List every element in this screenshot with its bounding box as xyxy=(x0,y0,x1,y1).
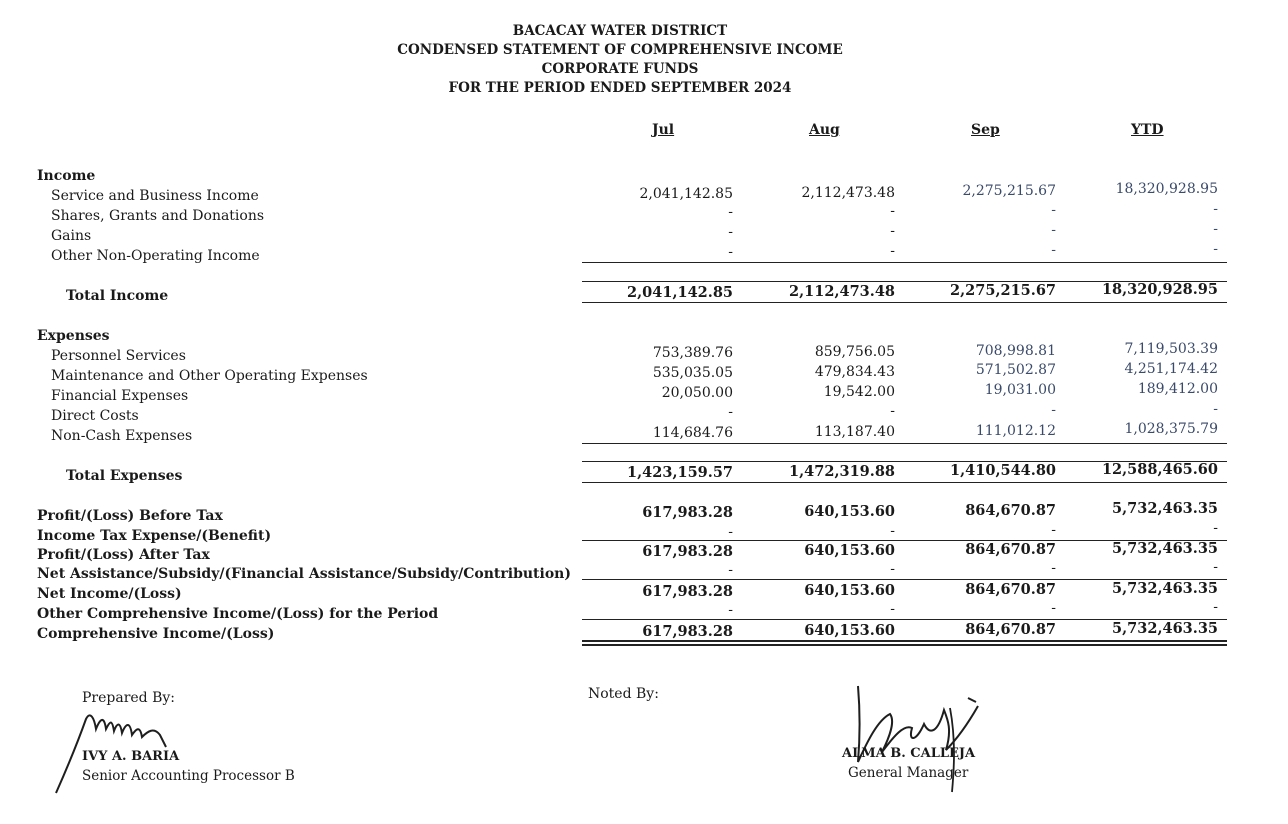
cell-ytd: 1,028,375.79 xyxy=(1124,421,1218,437)
cell-jul: 617,983.28 xyxy=(642,504,733,521)
subtotal-rule xyxy=(582,443,1227,444)
total-income-label: Total Income xyxy=(66,288,169,304)
cell-jul: 617,983.28 xyxy=(642,543,733,560)
row-label: Comprehensive Income/(Loss) xyxy=(37,626,275,642)
row-label: Net Income/(Loss) xyxy=(37,586,182,602)
cell-sep: - xyxy=(1051,600,1056,616)
cell-jul: 617,983.28 xyxy=(642,583,733,600)
cell-aug: 859,756.05 xyxy=(814,344,895,360)
cell-jul: - xyxy=(728,244,733,260)
cell-aug: 640,153.60 xyxy=(804,582,895,599)
cell-jul: - xyxy=(728,602,733,618)
col-header-sep: Sep xyxy=(971,122,1000,138)
period-line: FOR THE PERIOD ENDED SEPTEMBER 2024 xyxy=(448,80,792,96)
cell-jul: - xyxy=(728,404,733,420)
cell-ytd: - xyxy=(1213,241,1218,257)
cell-aug: - xyxy=(890,561,895,577)
row-label: Maintenance and Other Operating Expenses xyxy=(51,368,368,384)
cell-aug: 2,112,473.48 xyxy=(801,185,895,201)
cell-ytd: - xyxy=(1213,520,1218,536)
cell-aug: - xyxy=(890,203,895,219)
cell-ytd: - xyxy=(1213,559,1218,575)
cell-aug: - xyxy=(890,223,895,239)
cell-ytd: 18,320,928.95 xyxy=(1115,181,1218,197)
cell-jul: - xyxy=(728,204,733,220)
total-expenses-label: Total Expenses xyxy=(66,468,183,484)
manager-signature xyxy=(838,680,998,800)
prepared-by-label: Prepared By: xyxy=(82,690,176,706)
cell-sep: 864,670.87 xyxy=(965,541,1056,558)
cell-jul: 617,983.28 xyxy=(642,623,733,640)
cell-jul: 20,050.00 xyxy=(661,385,733,401)
row-label: Profit/(Loss) Before Tax xyxy=(37,508,223,524)
cell-sep: - xyxy=(1051,242,1056,258)
cell-aug: 640,153.60 xyxy=(804,622,895,639)
total-income-ytd: 18,320,928.95 xyxy=(1101,281,1218,298)
cell-sep: - xyxy=(1051,222,1056,238)
cell-ytd: - xyxy=(1213,401,1218,417)
cell-sep: 708,998.81 xyxy=(975,343,1056,359)
cell-ytd: 7,119,503.39 xyxy=(1124,341,1218,357)
cell-ytd: 4,251,174.42 xyxy=(1124,361,1218,377)
statement-header xyxy=(330,22,910,98)
cell-jul: 753,389.76 xyxy=(652,345,733,361)
col-header-jul: Jul xyxy=(652,122,675,138)
expenses-heading: Expenses xyxy=(37,328,110,344)
cell-aug: 640,153.60 xyxy=(804,503,895,520)
cell-sep: - xyxy=(1051,202,1056,218)
manager-title: General Manager xyxy=(848,765,969,781)
total-income-aug: 2,112,473.48 xyxy=(789,283,895,300)
cell-aug: - xyxy=(890,601,895,617)
total-bottom-rule xyxy=(582,482,1227,483)
subtotal-rule xyxy=(582,262,1227,263)
row-label: Net Assistance/Subsidy/(Financial Assistance/Subsidy/Contribution) xyxy=(37,566,571,582)
row-label: Other Non-Operating Income xyxy=(51,248,260,264)
cell-aug: - xyxy=(890,403,895,419)
double-rule-top xyxy=(582,640,1227,642)
preparer-name: IVY A. BARIA xyxy=(82,749,180,764)
double-rule-bottom xyxy=(582,644,1227,646)
cell-aug: 479,834.43 xyxy=(814,364,895,380)
cell-aug: - xyxy=(890,523,895,539)
income-heading: Income xyxy=(37,168,96,184)
manager-name: ALMA B. CALLEJA xyxy=(842,746,976,761)
cell-ytd: 5,732,463.35 xyxy=(1112,500,1218,517)
cell-sep: 19,031.00 xyxy=(984,382,1056,398)
row-label: Income Tax Expense/(Benefit) xyxy=(37,528,272,544)
cell-ytd: 5,732,463.35 xyxy=(1112,580,1218,597)
total-expenses-jul: 1,423,159.57 xyxy=(627,464,733,481)
cell-sep: 864,670.87 xyxy=(965,621,1056,638)
cell-ytd: - xyxy=(1213,599,1218,615)
row-label: Non-Cash Expenses xyxy=(51,428,193,444)
cell-ytd: 5,732,463.35 xyxy=(1112,620,1218,637)
total-income-jul: 2,041,142.85 xyxy=(627,284,733,301)
col-header-aug: Aug xyxy=(809,122,840,138)
cell-jul: - xyxy=(728,524,733,540)
cell-sep: 864,670.87 xyxy=(965,581,1056,598)
row-label: Direct Costs xyxy=(51,408,139,424)
total-expenses-sep: 1,410,544.80 xyxy=(950,462,1056,479)
cell-jul: - xyxy=(728,562,733,578)
cell-sep: - xyxy=(1051,560,1056,576)
fund-name: CORPORATE FUNDS xyxy=(541,61,699,77)
cell-aug: 640,153.60 xyxy=(804,542,895,559)
total-expenses-ytd: 12,588,465.60 xyxy=(1101,461,1218,478)
row-label: Personnel Services xyxy=(51,348,186,364)
cell-jul: 2,041,142.85 xyxy=(639,186,733,202)
cell-sep: 864,670.87 xyxy=(965,502,1056,519)
row-label: Service and Business Income xyxy=(51,188,259,204)
cell-ytd: - xyxy=(1213,201,1218,217)
row-label: Financial Expenses xyxy=(51,388,189,404)
cell-sep: - xyxy=(1051,522,1056,538)
row-label: Gains xyxy=(51,228,92,244)
row-label: Shares, Grants and Donations xyxy=(51,208,265,224)
total-income-sep: 2,275,215.67 xyxy=(950,282,1056,299)
cell-ytd: 5,732,463.35 xyxy=(1112,540,1218,557)
cell-aug: 19,542.00 xyxy=(823,384,895,400)
total-bottom-rule xyxy=(582,302,1227,303)
row-label: Other Comprehensive Income/(Loss) for the Period xyxy=(37,606,439,622)
cell-ytd: 189,412.00 xyxy=(1137,381,1218,397)
cell-sep: 2,275,215.67 xyxy=(962,183,1056,199)
cell-jul: 535,035.05 xyxy=(652,365,733,381)
cell-sep: 111,012.12 xyxy=(975,423,1056,439)
noted-by-label: Noted By: xyxy=(588,686,659,702)
preparer-title: Senior Accounting Processor B xyxy=(82,768,295,784)
total-expenses-aug: 1,472,319.88 xyxy=(789,463,895,480)
cell-sep: - xyxy=(1051,402,1056,418)
cell-aug: - xyxy=(890,243,895,259)
cell-sep: 571,502.87 xyxy=(975,362,1056,378)
cell-aug: 113,187.40 xyxy=(814,424,895,440)
row-label: Profit/(Loss) After Tax xyxy=(37,547,210,563)
col-header-ytd: YTD xyxy=(1131,122,1164,138)
cell-jul: 114,684.76 xyxy=(652,425,733,441)
cell-jul: - xyxy=(728,224,733,240)
entity-name: BACACAY WATER DISTRICT xyxy=(512,23,728,39)
cell-ytd: - xyxy=(1213,221,1218,237)
statement-title: CONDENSED STATEMENT OF COMPREHENSIVE INCOME xyxy=(397,42,843,58)
